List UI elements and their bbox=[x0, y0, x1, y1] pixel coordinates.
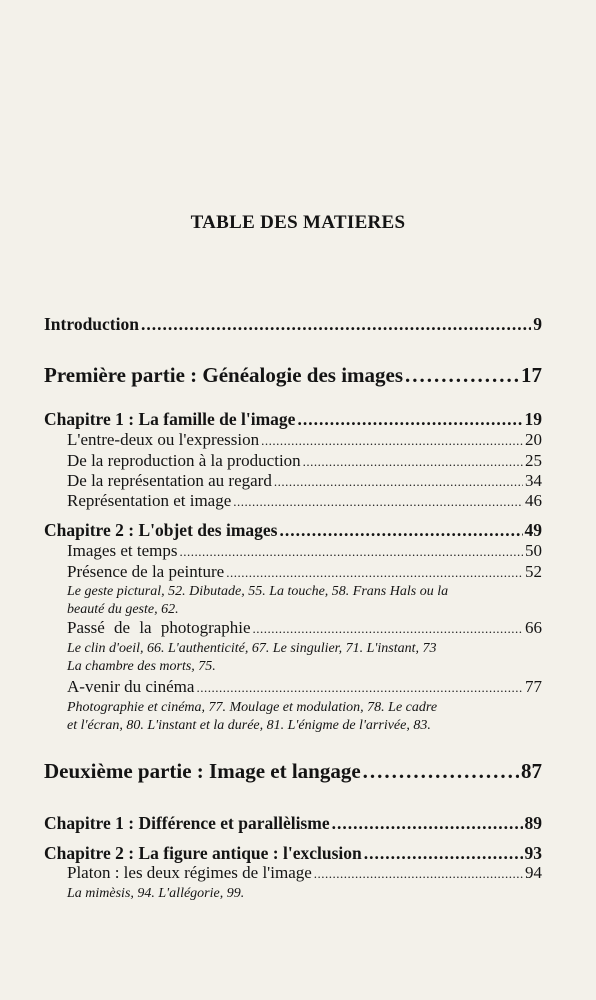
toc-entry-section[interactable] bbox=[67, 863, 542, 883]
toc-entry-part1-chapter-2[interactable] bbox=[44, 520, 542, 541]
dot-leader bbox=[141, 314, 531, 335]
toc-entry-section[interactable] bbox=[67, 491, 542, 511]
subtopic-line: et l'écran, 80. L'instant et la durée, 81. L'énigme de l'arrivée, 83. bbox=[67, 718, 431, 733]
entry-label: Représentation et image bbox=[67, 491, 232, 510]
dot-leader bbox=[274, 474, 523, 490]
entry-label: De la représentation au regard bbox=[67, 471, 272, 490]
toc-entry-section[interactable] bbox=[67, 471, 542, 491]
entry-label: Deuxième partie : Image et langage bbox=[44, 759, 361, 783]
toc-entry-part2-chapter-2[interactable] bbox=[44, 843, 542, 864]
entry-label: Introduction bbox=[44, 314, 139, 334]
toc-entry-section[interactable] bbox=[67, 451, 542, 471]
subtopic-line: beauté du geste, 62. bbox=[67, 602, 179, 617]
entry-label: Première partie : Généalogie des images bbox=[44, 363, 404, 387]
dot-leader bbox=[179, 544, 523, 560]
toc-entry-section[interactable] bbox=[67, 430, 542, 450]
toc-entry-part1-chapter-1[interactable] bbox=[44, 409, 542, 430]
dot-leader bbox=[363, 759, 519, 784]
entry-label: Présence de la peinture bbox=[67, 562, 225, 581]
toc-entry-part2-chapter-1[interactable] bbox=[44, 813, 542, 834]
dot-leader bbox=[364, 843, 523, 864]
entry-page: 17 bbox=[521, 363, 542, 387]
entry-page: 93 bbox=[524, 843, 542, 863]
dot-leader bbox=[279, 520, 522, 541]
toc-entry-part-2[interactable] bbox=[44, 759, 542, 784]
toc-entry-section[interactable] bbox=[67, 677, 542, 697]
dot-leader bbox=[253, 621, 523, 637]
entry-page: 89 bbox=[524, 813, 542, 833]
entry-page: 20 bbox=[525, 430, 542, 449]
subtopic-line: La chambre des morts, 75. bbox=[67, 659, 216, 674]
dot-leader bbox=[196, 680, 523, 696]
dot-leader bbox=[303, 454, 523, 470]
entry-label: A-venir du cinéma bbox=[67, 677, 195, 696]
subtopic-line: La mimèsis, 94. L'allégorie, 99. bbox=[67, 886, 245, 901]
entry-label: L'entre-deux ou l'expression bbox=[67, 430, 260, 449]
entry-page: 94 bbox=[525, 863, 542, 882]
entry-page: 46 bbox=[525, 491, 542, 510]
entry-page: 77 bbox=[525, 677, 542, 696]
subtopic-line: Le geste pictural, 52. Dibutade, 55. La touche, 58. Frans Hals ou la bbox=[67, 584, 449, 599]
entry-page: 34 bbox=[525, 471, 542, 490]
toc-entry-section[interactable] bbox=[67, 541, 542, 561]
dot-leader bbox=[314, 866, 523, 882]
entry-label: Chapitre 1 : La famille de l'image bbox=[44, 409, 296, 429]
toc-entry-section[interactable] bbox=[67, 562, 542, 582]
dot-leader bbox=[405, 363, 519, 388]
entry-label: Chapitre 2 : L'objet des images bbox=[44, 520, 278, 540]
dot-leader bbox=[297, 409, 522, 430]
entry-page: 50 bbox=[525, 541, 542, 560]
entry-label: Passé de la photographie bbox=[67, 618, 251, 637]
dot-leader bbox=[261, 433, 523, 449]
toc-entry-part-1[interactable] bbox=[44, 363, 542, 388]
toc-entry-introduction[interactable] bbox=[44, 314, 542, 335]
toc-entry-section[interactable] bbox=[67, 618, 542, 638]
dot-leader bbox=[226, 565, 523, 581]
entry-label: De la reproduction à la production bbox=[67, 451, 301, 470]
entry-page: 9 bbox=[533, 314, 542, 334]
dot-leader bbox=[332, 813, 523, 834]
subtopic-line: Le clin d'oeil, 66. L'authenticité, 67. Le singulier, 71. L'instant, 73 bbox=[67, 641, 437, 656]
entry-label: Chapitre 2 : La figure antique : l'exclusion bbox=[44, 843, 362, 863]
page-title: TABLE DES MATIERES bbox=[190, 212, 406, 233]
subtopic-line: Photographie et cinéma, 77. Moulage et modulation, 78. Le cadre bbox=[67, 700, 438, 715]
entry-label: Chapitre 1 : Différence et parallèlisme bbox=[44, 813, 330, 833]
entry-page: 19 bbox=[524, 409, 542, 429]
entry-page: 52 bbox=[525, 562, 542, 581]
entry-page: 25 bbox=[525, 451, 542, 470]
entry-page: 66 bbox=[525, 618, 542, 637]
entry-label: Platon : les deux régimes de l'image bbox=[67, 863, 312, 882]
dot-leader bbox=[233, 494, 523, 510]
entry-page: 87 bbox=[521, 759, 542, 783]
entry-page: 49 bbox=[524, 520, 542, 540]
entry-label: Images et temps bbox=[67, 541, 178, 560]
